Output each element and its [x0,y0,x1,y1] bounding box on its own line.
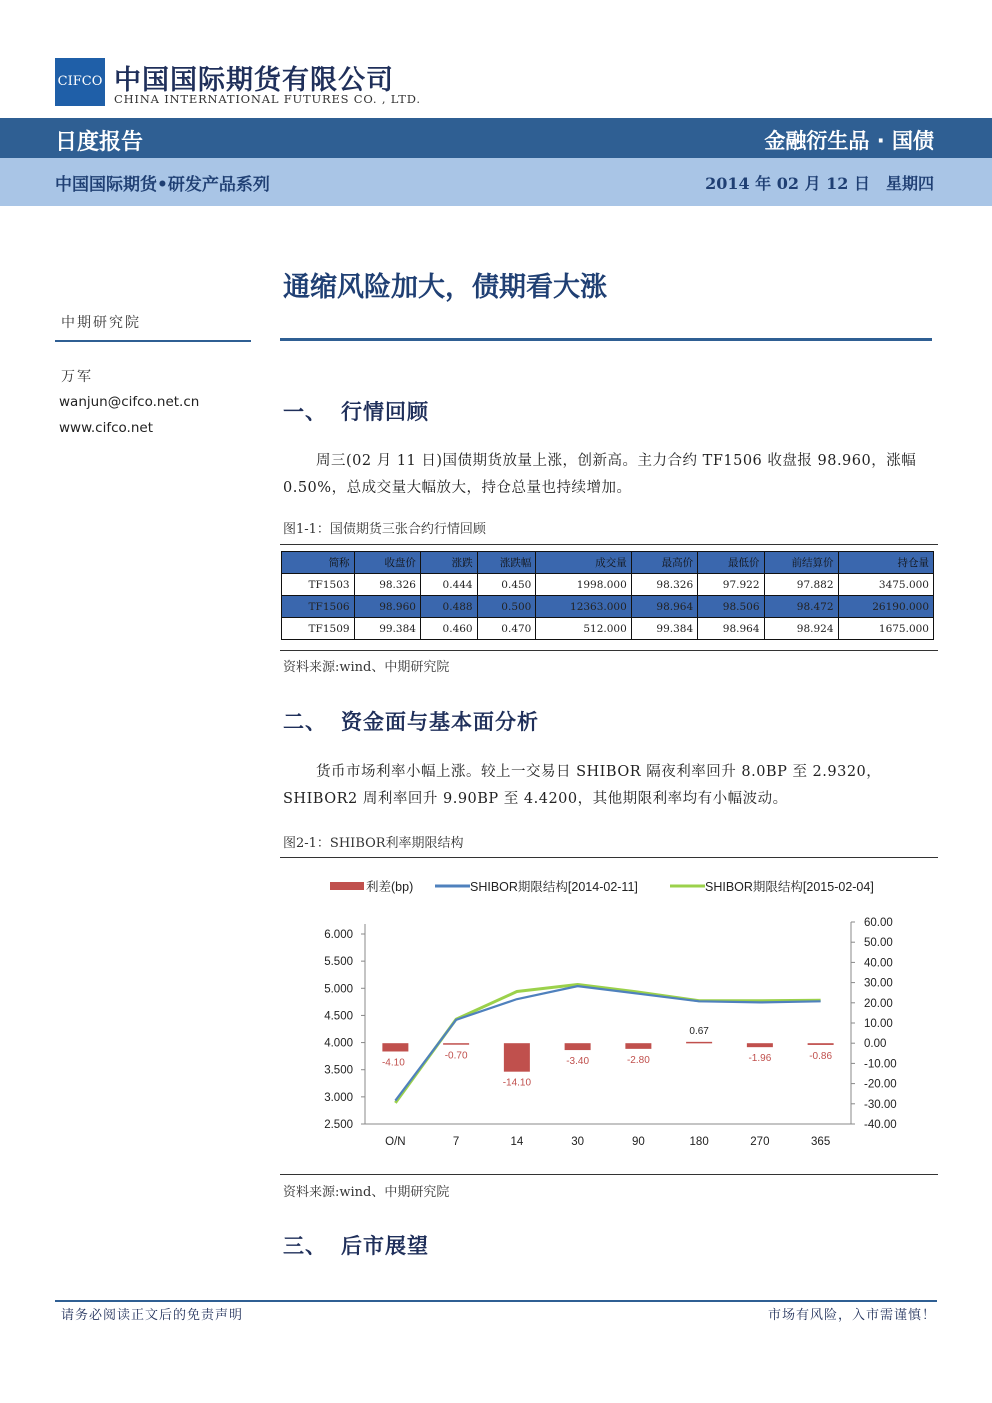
spread-bar-label: -0.70 [444,1050,468,1062]
section-title: 资金面与基本面分析 [341,709,539,734]
right-axis-tick-label: 50.00 [864,937,893,950]
spread-bar-label: -1.96 [748,1053,772,1065]
table-cell: 98.964 [698,618,764,640]
spread-bar [686,1042,712,1044]
right-axis-tick-label: -40.00 [864,1119,897,1131]
table-cell: 0.500 [477,596,536,618]
table-cell: 97.922 [698,574,764,596]
table-cell: 0.488 [420,596,477,618]
legend-label-shibor-2014: SHIBOR期限结构[2014-02-11] [470,880,638,894]
figure-caption-2: 图2-1：SHIBOR利率期限结构 [283,836,464,851]
spread-bar [565,1043,591,1050]
left-axis-tick-label: 4.000 [324,1037,353,1050]
left-axis-tick-label: 3.500 [324,1064,353,1077]
table-cell: 12363.000 [536,596,631,618]
spread-bar [443,1043,469,1045]
right-axis-tick-label: 40.00 [864,957,893,970]
chart-frame [280,857,938,1175]
spread-bar-label: -14.10 [502,1077,532,1089]
page-title: 通缩风险加大，债期看大涨 [283,272,607,303]
legend-label-shibor-2015: SHIBOR期限结构[2015-02-04] [705,880,874,894]
section-heading-3 [283,1230,429,1260]
figure-source-1: 资料来源:wind、中期研究院 [283,660,450,675]
column-header: 涨跌幅 [477,552,536,574]
section-title: 后市展望 [341,1233,429,1258]
shibor-term-structure-chart [280,858,938,1174]
table-cell: TF1503 [282,574,355,596]
right-axis-tick-label: 10.00 [864,1018,893,1030]
report-category: 金融衍生品 · 国债 [764,129,934,153]
x-axis-tick-label: 180 [689,1136,709,1148]
table-cell: 0.450 [477,574,536,596]
table-cell: 26190.000 [838,596,933,618]
quote-table [281,551,934,640]
figure-rule [280,650,938,651]
table-cell: 98.506 [698,596,764,618]
right-axis-tick-label: 60.00 [864,917,893,929]
legend-label-spread: 利差(bp) [366,880,414,894]
right-axis-tick-label: 30.00 [864,977,893,990]
report-series: 中国国际期货•研发产品系列 [55,175,270,195]
table-row [282,574,934,596]
x-axis-tick-label: O/N [385,1136,406,1148]
x-axis-tick-label: 90 [631,1136,645,1148]
section-heading-2 [283,706,539,736]
table-row [282,618,934,640]
table-cell: 98.964 [631,596,697,618]
company-name-cn: 中国国际期货有限公司 [114,65,394,96]
table-header-row [282,552,934,574]
report-type: 日度报告 [55,130,144,155]
x-axis-tick-label: 270 [750,1136,770,1148]
footer-risk-warning: 市场有风险，入市需谨慎！ [767,1308,936,1323]
column-header: 涨跌 [420,552,477,574]
x-axis-tick-label: 365 [811,1136,831,1148]
section-number: 三、 [283,1233,327,1258]
column-header: 简称 [282,552,355,574]
report-date: 2014 年 02 月 12 日 星期四 [705,174,934,193]
table-cell: 98.924 [764,618,838,640]
right-axis-tick-label: -20.00 [864,1078,897,1091]
paragraph-funding-analysis: 货币市场利率小幅上涨。较上一交易日 SHIBOR 隔夜利率回升 8.0BP 至 2.9320，SHIBOR2 周利率回升 9.90BP 至 4.4200，其他期限利率均有小幅波动。 [283,764,882,807]
table-cell: 98.326 [631,574,697,596]
left-axis-tick-label: 2.500 [324,1119,353,1131]
sidebar-author: 万军 [61,369,93,385]
table-cell: TF1509 [282,618,355,640]
x-axis-tick-label: 7 [452,1136,460,1148]
x-axis-tick-label: 14 [510,1136,524,1148]
right-axis-tick-label: 20.00 [864,997,893,1010]
sidebar-institute: 中期研究院 [61,315,141,331]
column-header: 最低价 [698,552,764,574]
sidebar-divider [55,340,251,342]
column-header: 持仓量 [838,552,933,574]
column-header: 前结算价 [764,552,838,574]
spread-bar-label: -3.40 [566,1056,590,1068]
spread-bar [747,1043,773,1047]
figure-rule [280,544,938,545]
company-website[interactable]: www.cifco.net [59,420,153,436]
spread-bar-label: -4.10 [381,1057,405,1069]
table-cell: 3475.000 [838,574,933,596]
column-header: 收盘价 [354,552,420,574]
author-email[interactable]: wanjun@cifco.net.cn [59,394,200,410]
section-number: 二、 [283,709,327,734]
paragraph-market-review: 周三(02 月 11 日)国债期货放量上涨，创新高。主力合约 TF1506 收盘报 98.960，涨幅 0.50%，总成交量大幅放大，持仓总量也持续增加。 [283,453,917,496]
table-cell: 97.882 [764,574,838,596]
table-cell: 512.000 [536,618,631,640]
table-cell: 98.472 [764,596,838,618]
left-axis-tick-label: 5.000 [324,983,353,996]
spread-bar [625,1043,651,1049]
table-row-highlighted [282,596,934,618]
spread-bar-label: -0.86 [809,1050,833,1062]
left-axis-tick-label: 4.500 [324,1010,353,1023]
right-axis-tick-label: -10.00 [864,1058,897,1071]
table-cell: 99.384 [631,618,697,640]
x-axis-tick-label: 30 [571,1136,585,1148]
figure-source-2: 资料来源:wind、中期研究院 [283,1185,450,1200]
spread-bar [382,1043,408,1051]
right-axis-tick-label: 0.00 [864,1038,887,1051]
right-axis-tick-label: -30.00 [864,1098,897,1111]
column-header: 成交量 [536,552,631,574]
section-title: 行情回顾 [341,399,429,424]
spread-bar [808,1043,834,1045]
section-number: 一、 [283,399,327,424]
table-cell: 0.460 [420,618,477,640]
table-cell: 0.444 [420,574,477,596]
spread-bar-label: 0.67 [689,1025,709,1037]
footer-disclaimer[interactable]: 请务必阅读正文后的免责声明 [61,1308,244,1323]
table-cell: TF1506 [282,596,355,618]
table-cell: 98.326 [354,574,420,596]
legend-swatch-spread [330,882,364,890]
section-heading-1 [283,396,429,426]
table-cell: 1675.000 [838,618,933,640]
column-header: 最高价 [631,552,697,574]
logo-text: CIFCO [57,74,103,89]
left-axis-tick-label: 5.500 [324,956,353,969]
company-name-en: CHINA INTERNATIONAL FUTURES CO. , LTD. [114,92,421,106]
table-cell: 98.960 [354,596,420,618]
footer-divider [55,1300,937,1302]
left-axis-tick-label: 3.000 [324,1091,353,1104]
table-cell: 1998.000 [536,574,631,596]
figure-caption-1: 图1-1：国债期货三张合约行情回顾 [283,522,486,537]
title-divider [280,338,932,341]
spread-bar-label: -2.80 [626,1054,650,1066]
table-cell: 0.470 [477,618,536,640]
spread-bar [504,1043,530,1071]
left-axis-tick-label: 6.000 [324,929,353,941]
table-cell: 99.384 [354,618,420,640]
